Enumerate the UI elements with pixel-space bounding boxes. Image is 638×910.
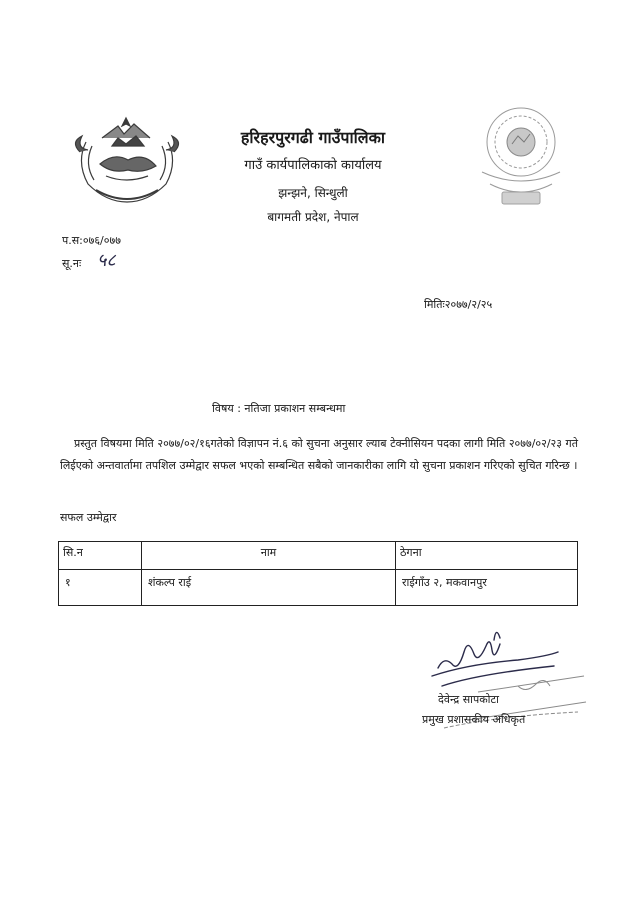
officer-title: प्रमुख प्रशासकीय अधिकृत (422, 713, 526, 726)
dispatch-number-value: ५८ (97, 250, 116, 271)
org-name: हरिहरपुरगढी गाउँपालिका (240, 128, 386, 147)
letter-date: मितिः२०७७/२/२५ (424, 298, 493, 311)
letter-subject: विषय : नतिजा प्रकाशन सम्बन्धमा (212, 402, 346, 415)
reference-number: प.स:०७६/०७७ (62, 234, 121, 247)
column-header-address: ठेगना (396, 542, 578, 570)
results-table (58, 541, 578, 606)
nepal-emblem-icon (66, 112, 188, 208)
address-cell: राईगाँउ २, मकवानपुर (396, 570, 578, 606)
office-name: गाउँ कार्यपालिकाको कार्यालय (244, 158, 382, 173)
officer-name: देवेन्द्र सापकोटा (438, 693, 499, 706)
table-header-row (59, 542, 578, 570)
column-header-name: नाम (142, 542, 396, 570)
column-header-serial: सि.न (59, 542, 142, 570)
name-cell: शंकल्प राई (142, 570, 396, 606)
province: बागमती प्रदेश, नेपाल (267, 210, 359, 224)
table-row (59, 570, 578, 606)
office-address: झन्झने, सिन्धुली (278, 186, 348, 200)
selected-candidates-label: सफल उम्मेद्वार (60, 511, 117, 524)
letter-body: प्रस्तुत विषयमा मिति २०७७/०२/१६गतेको विज्ञापन नं.६ को सुचना अनुसार ल्याब टेक्नीसियन पदका लागी मिति २०७७/०२/२३ गते लिईएको अन्तवार्तामा तपशिल उम्मेद्वार सफल भएको सम्बन्धित सबैको जानकारीका लागि यो सुचना प्रकाशन गरिएको सुचित गरिन्छ । (60, 437, 578, 472)
serial-cell: १ (59, 570, 142, 606)
municipality-seal-icon (462, 100, 580, 210)
dispatch-number-label: सू.नः (62, 257, 82, 270)
